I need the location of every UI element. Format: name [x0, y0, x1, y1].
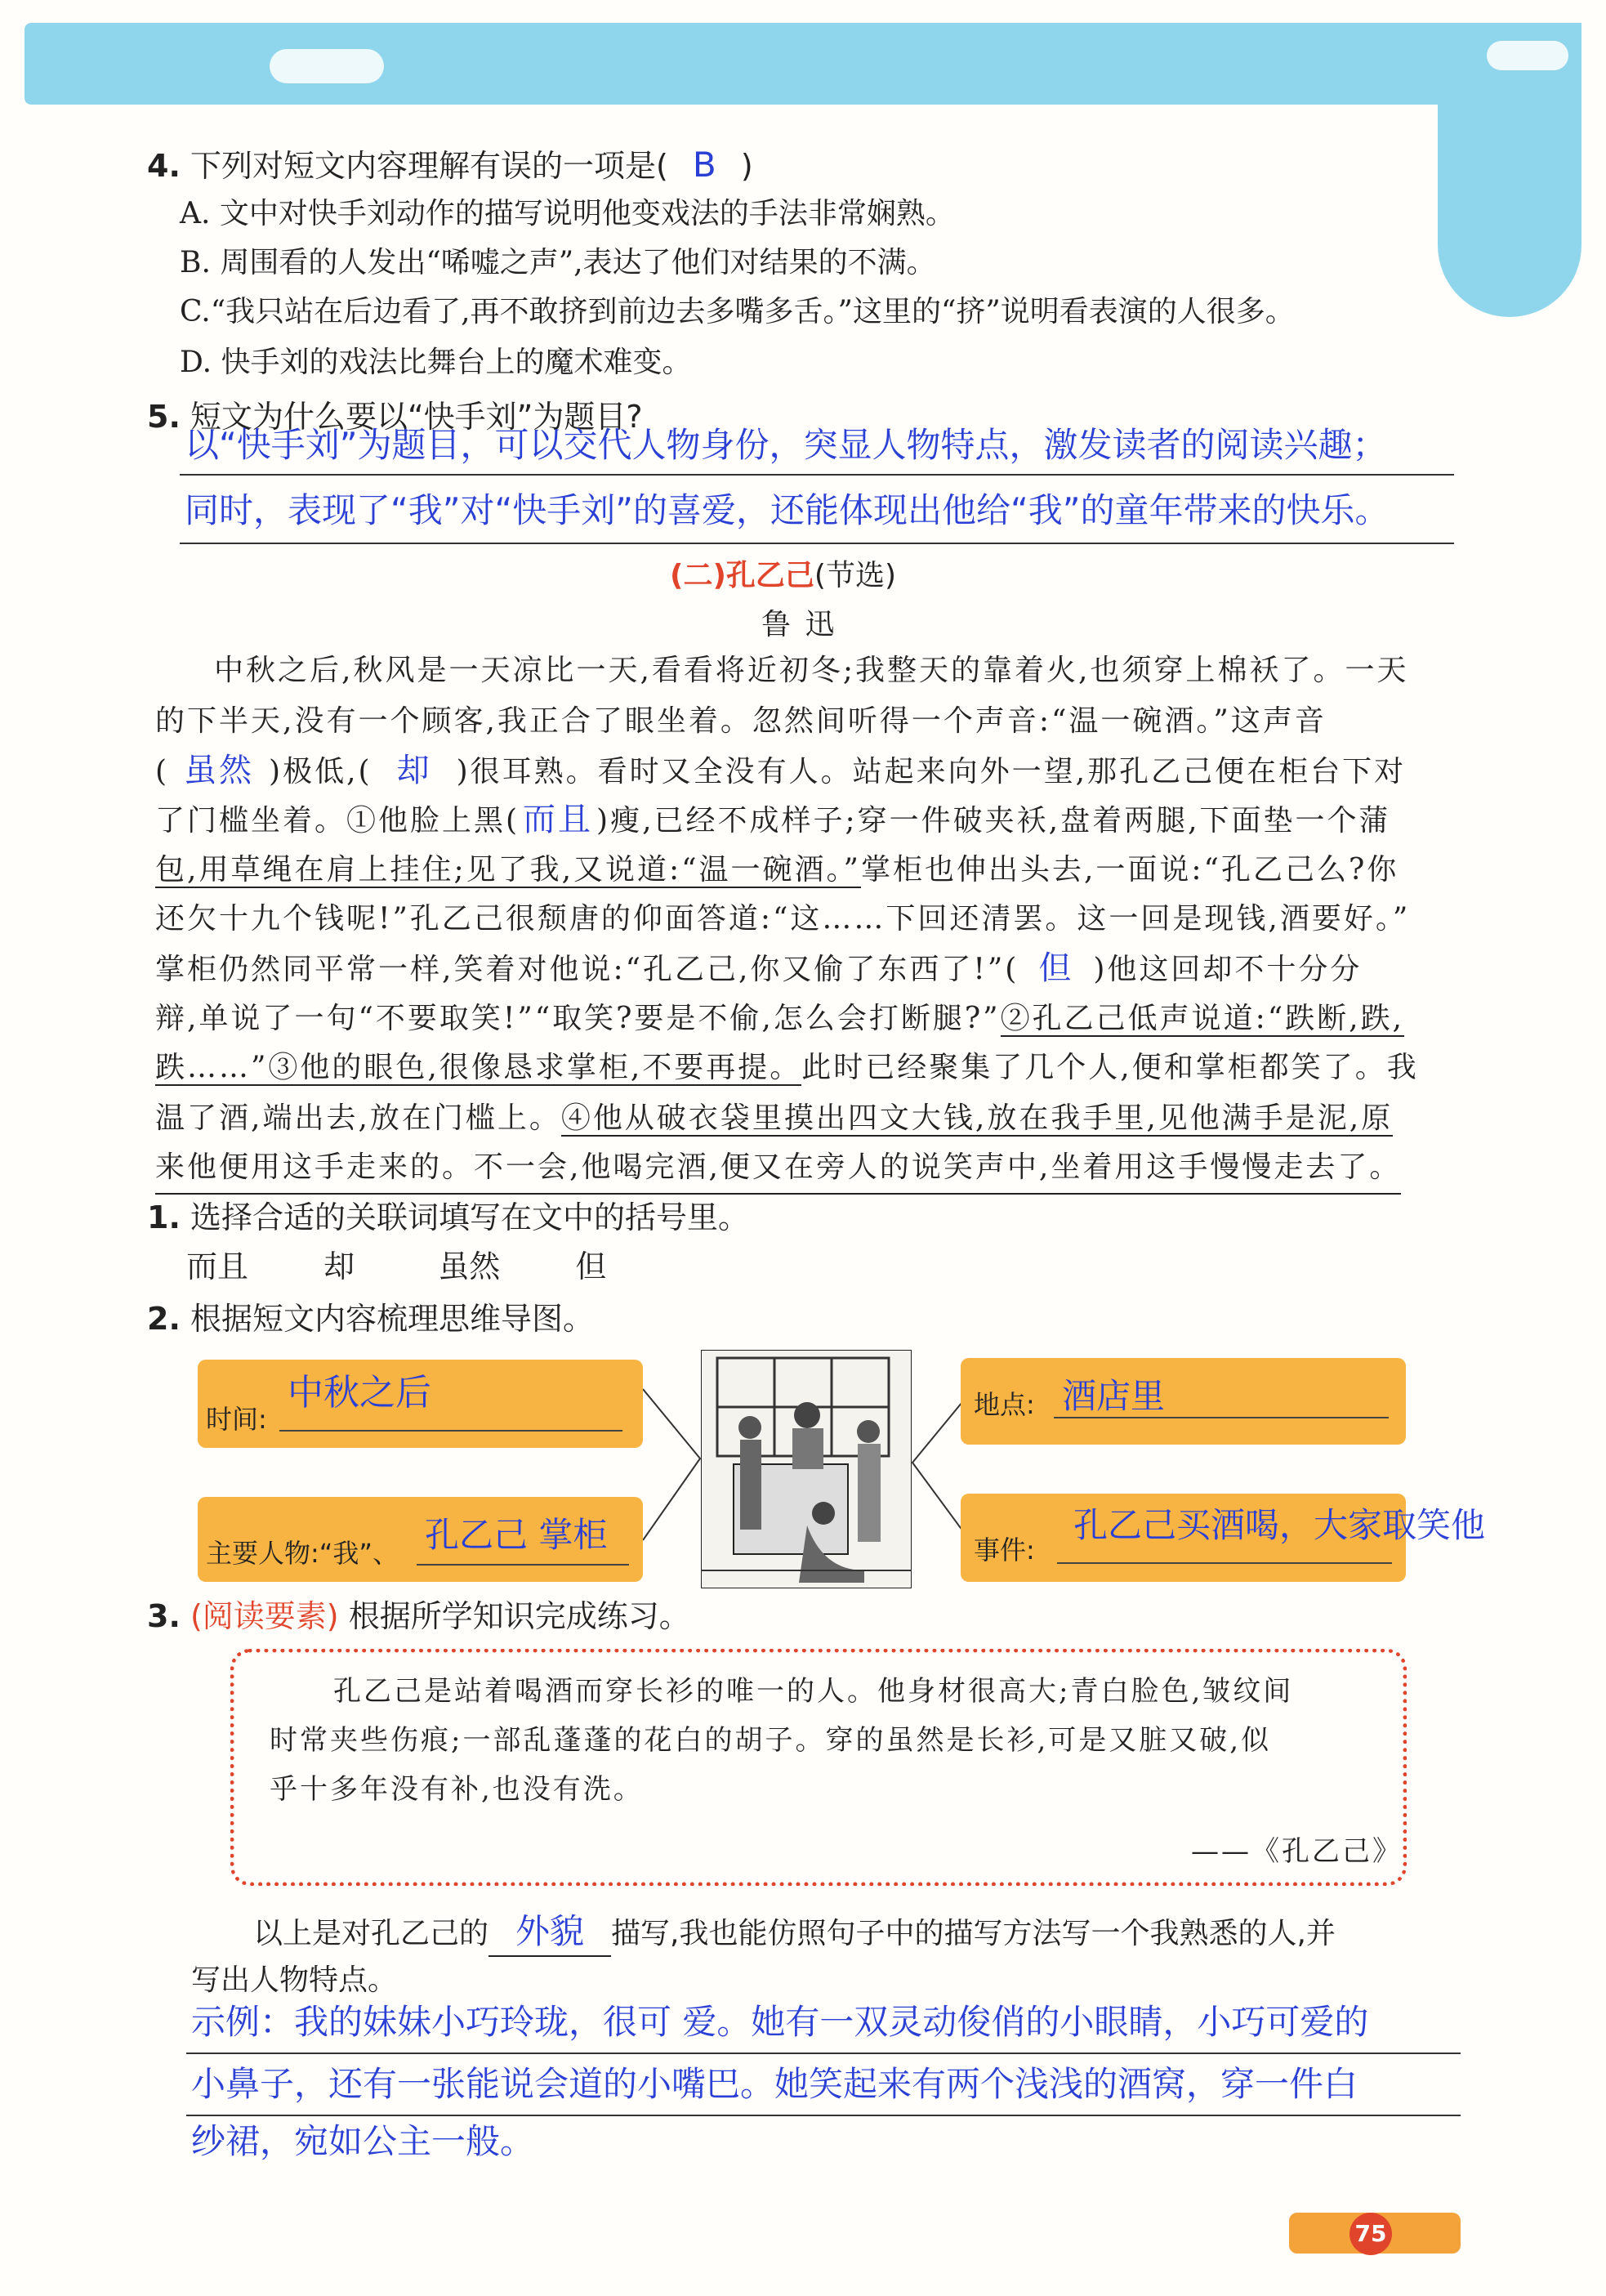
option-c: C.“我只站在后边看了,再不敢挤到前边去多嘴多舌。”这里的“挤”说明看表演的人很多。 — [180, 295, 1295, 328]
answer-rule — [180, 474, 1454, 476]
passage-text: 了门槛坐着。①他脸上黑( — [155, 804, 520, 838]
place-answer: 酒店里 — [1062, 1376, 1166, 1416]
question-2 — [147, 1298, 594, 1340]
mindmap-time-box — [198, 1360, 643, 1448]
passage-text: 掌柜仍然同平常一样,笑着对他说:“孔乙己,你又偷了东西了!”( — [155, 953, 1019, 986]
answer-choice: B — [692, 145, 716, 185]
question-number: 3. — [147, 1598, 181, 1634]
passage-line — [155, 994, 1404, 1044]
passage-text: )很耳熟。看时又全没有人。站起来向外一望,那孔乙己便在柜台下对 — [456, 755, 1407, 788]
kong-yiji-illustration — [701, 1350, 912, 1588]
fill-text: 描写,我也能仿照句子中的描写方法写一个我熟悉的人,并 — [611, 1917, 1336, 1950]
question-stem: 根据短文内容梳理思维导图。 — [190, 1301, 594, 1337]
passage-text: 辩,单说了一句“不要取笑!”“取笑?要是不偷,怎么会打断腿?” — [155, 1002, 1001, 1035]
passage-text: 掌柜也伸出头去,一面说:“孔乙己么?你 — [860, 853, 1399, 887]
reading-tag: (阅读要素) — [190, 1598, 339, 1634]
passage-title-text: (二)孔乙己 — [670, 559, 814, 592]
word-bank-item: 虽然 — [438, 1249, 501, 1284]
passage-author: 鲁 迅 — [761, 608, 837, 641]
blank-answer: 而且 — [523, 801, 594, 838]
event-answer: 孔乙己买酒喝，大家取笑他 — [1073, 1505, 1486, 1545]
mindmap-people-box — [198, 1497, 643, 1582]
cloud-decoration — [1487, 41, 1568, 70]
passage-line: 来他便用这手走来的。不一会,他喝完酒,便又在旁人的说笑声中,坐着用这手慢慢走去了。 — [155, 1142, 1401, 1195]
question-stem: 选择合适的关联词填写在文中的括号里。 — [190, 1199, 749, 1235]
underlined-text: ④他从破衣袋里摸出四文大钱,放在我手里,见他满手是泥,原 — [560, 1101, 1394, 1135]
blank-answer: 虽然 — [184, 752, 255, 789]
people-label: 主要人物:“我”、 — [206, 1538, 399, 1569]
underlined-text: 包,用草绳在肩上挂住;见了我,又说道:“温一碗酒。” — [155, 853, 861, 887]
passage-line — [155, 1093, 1393, 1144]
page-number-circle — [1349, 2213, 1392, 2255]
question-number: 2. — [147, 1301, 181, 1337]
question-stem: 下列对短文内容理解有误的一项是( — [190, 148, 668, 184]
passage-line — [155, 1043, 1419, 1093]
word-bank-item: 却 — [323, 1249, 355, 1284]
page-number: 75 — [1354, 2220, 1387, 2247]
top-banner — [25, 23, 1581, 105]
quote-line: 乎十多年没有补,也没有洗。 — [270, 1773, 644, 1806]
fill-blank — [488, 1910, 611, 1957]
underlined-text: 跌……” — [155, 1051, 269, 1084]
option-b: B. 周围看的人发出“唏嘘之声”,表达了他们对结果的不满。 — [180, 246, 936, 279]
blank-answer: 却 — [396, 752, 432, 789]
question-stem: 短文为什么要以“快手刘”为题目? — [190, 399, 643, 435]
passage-line — [155, 943, 1362, 995]
question-number: 5. — [147, 399, 181, 435]
question-1 — [147, 1196, 749, 1239]
passage-title-note: (节选) — [814, 559, 897, 592]
answer-rule — [180, 543, 1454, 544]
underlined-text: ②孔乙己低声说道:“跌断,跌, — [1000, 1002, 1404, 1035]
passage-line: ( 虽然 )极低,( 却 )很耳熟。看时又全没有人。站起来向外一望,那孔乙己便在柜台下对 — [155, 752, 1407, 789]
cloud-decoration — [270, 49, 384, 83]
passage-text: )极低,( — [269, 755, 373, 788]
question-close: ) — [740, 148, 753, 184]
answer-rule — [186, 2053, 1461, 2054]
place-label: 地点: — [974, 1389, 1035, 1420]
passage-line — [155, 845, 1399, 896]
question-number: 1. — [147, 1199, 181, 1235]
mindmap-place-box — [961, 1358, 1406, 1445]
passage-text: 温了酒,端出去,放在门槛上。 — [155, 1101, 561, 1135]
blank-answer: 但 — [1038, 949, 1074, 987]
passage-line: 中秋之后,秋风是一天凉比一天,看看将近初冬;我整天的靠着火,也须穿上棉袄了。一天 — [214, 654, 1409, 687]
underlined-text: ③他的眼色,很像恳求掌柜,不要再提。 — [268, 1051, 802, 1084]
passage-text: )瘦,已经不成样子;穿一件破夹袄,盘着两腿,下面垫一个蒲 — [596, 804, 1391, 838]
question-stem: 根据所学知识完成练习。 — [348, 1598, 690, 1634]
answer-line: 小鼻子，还有一张能说会道的小嘴巴。她笑起来有两个浅浅的酒窝，穿一件白 — [191, 2064, 1358, 2104]
people-answer: 孔乙己 掌柜 — [425, 1515, 608, 1555]
time-label: 时间: — [206, 1404, 267, 1435]
answer-line: 纱裙，宛如公主一般。 — [191, 2121, 535, 2161]
passage-title — [670, 552, 896, 594]
answer-line: 同时，表现了“我”对“快手刘”的喜爱，还能体现出他给“我”的童年带来的快乐。 — [185, 490, 1390, 530]
passage-line: 的下半天,没有一个顾客,我正合了眼坐着。忽然间听得一个声音:“温一碗酒。”这声音 — [155, 704, 1327, 738]
option-a: A. 文中对快手刘动作的描写说明他变戏法的手法非常娴熟。 — [180, 197, 955, 230]
question-4 — [147, 144, 753, 187]
answer-line — [1057, 1562, 1392, 1564]
question-3 — [147, 1595, 690, 1637]
option-d: D. 快手刘的戏法比舞台上的魔术难变。 — [180, 346, 692, 379]
quote-source: ——《孔乙己》 — [1191, 1835, 1403, 1868]
fill-sentence-end: 写出人物特点。 — [191, 1963, 398, 1997]
fill-sentence — [253, 1910, 1336, 1957]
answer-line — [417, 1564, 629, 1566]
passage-line: 还欠十九个钱呢!”孔乙己很颓唐的仰面答道:“这……下回还清罢。这一回是现钱,酒要好。” — [155, 902, 1411, 936]
quote-line: 孔乙己是站着喝酒而穿长衫的唯一的人。他身材很高大;青白脸色,皱纹间 — [333, 1675, 1294, 1708]
time-answer: 中秋之后 — [288, 1372, 431, 1414]
answer-line: 示例：我的妹妹小巧玲珑，很可 爱。她有一双灵动俊俏的小眼睛，小巧可爱的 — [191, 2002, 1369, 2042]
passage-text: 此时已经聚集了几个人,便和掌柜都笑了。我 — [801, 1051, 1419, 1084]
page-badge — [1289, 2213, 1461, 2254]
word-bank-item: 而且 — [186, 1249, 249, 1284]
answer-line — [279, 1430, 622, 1432]
event-label: 事件: — [974, 1534, 1035, 1566]
word-bank-item: 但 — [575, 1249, 607, 1284]
passage-line — [155, 794, 1391, 846]
passage-text: )他这回却不十分分 — [1093, 953, 1363, 986]
fill-text: 以上是对孔乙己的 — [253, 1917, 489, 1950]
answer-line: 以“快手刘”为题目，可以交代人物身份，突显人物特点，激发读者的阅读兴趣； — [185, 425, 1387, 465]
question-number: 4. — [147, 148, 181, 184]
word-bank — [186, 1245, 606, 1288]
fill-answer: 外貌 — [515, 1911, 585, 1951]
quote-line: 时常夹些伤痕;一部乱蓬蓬的花白的胡子。穿的虽然是长衫,可是又脏又破,似 — [270, 1724, 1272, 1757]
